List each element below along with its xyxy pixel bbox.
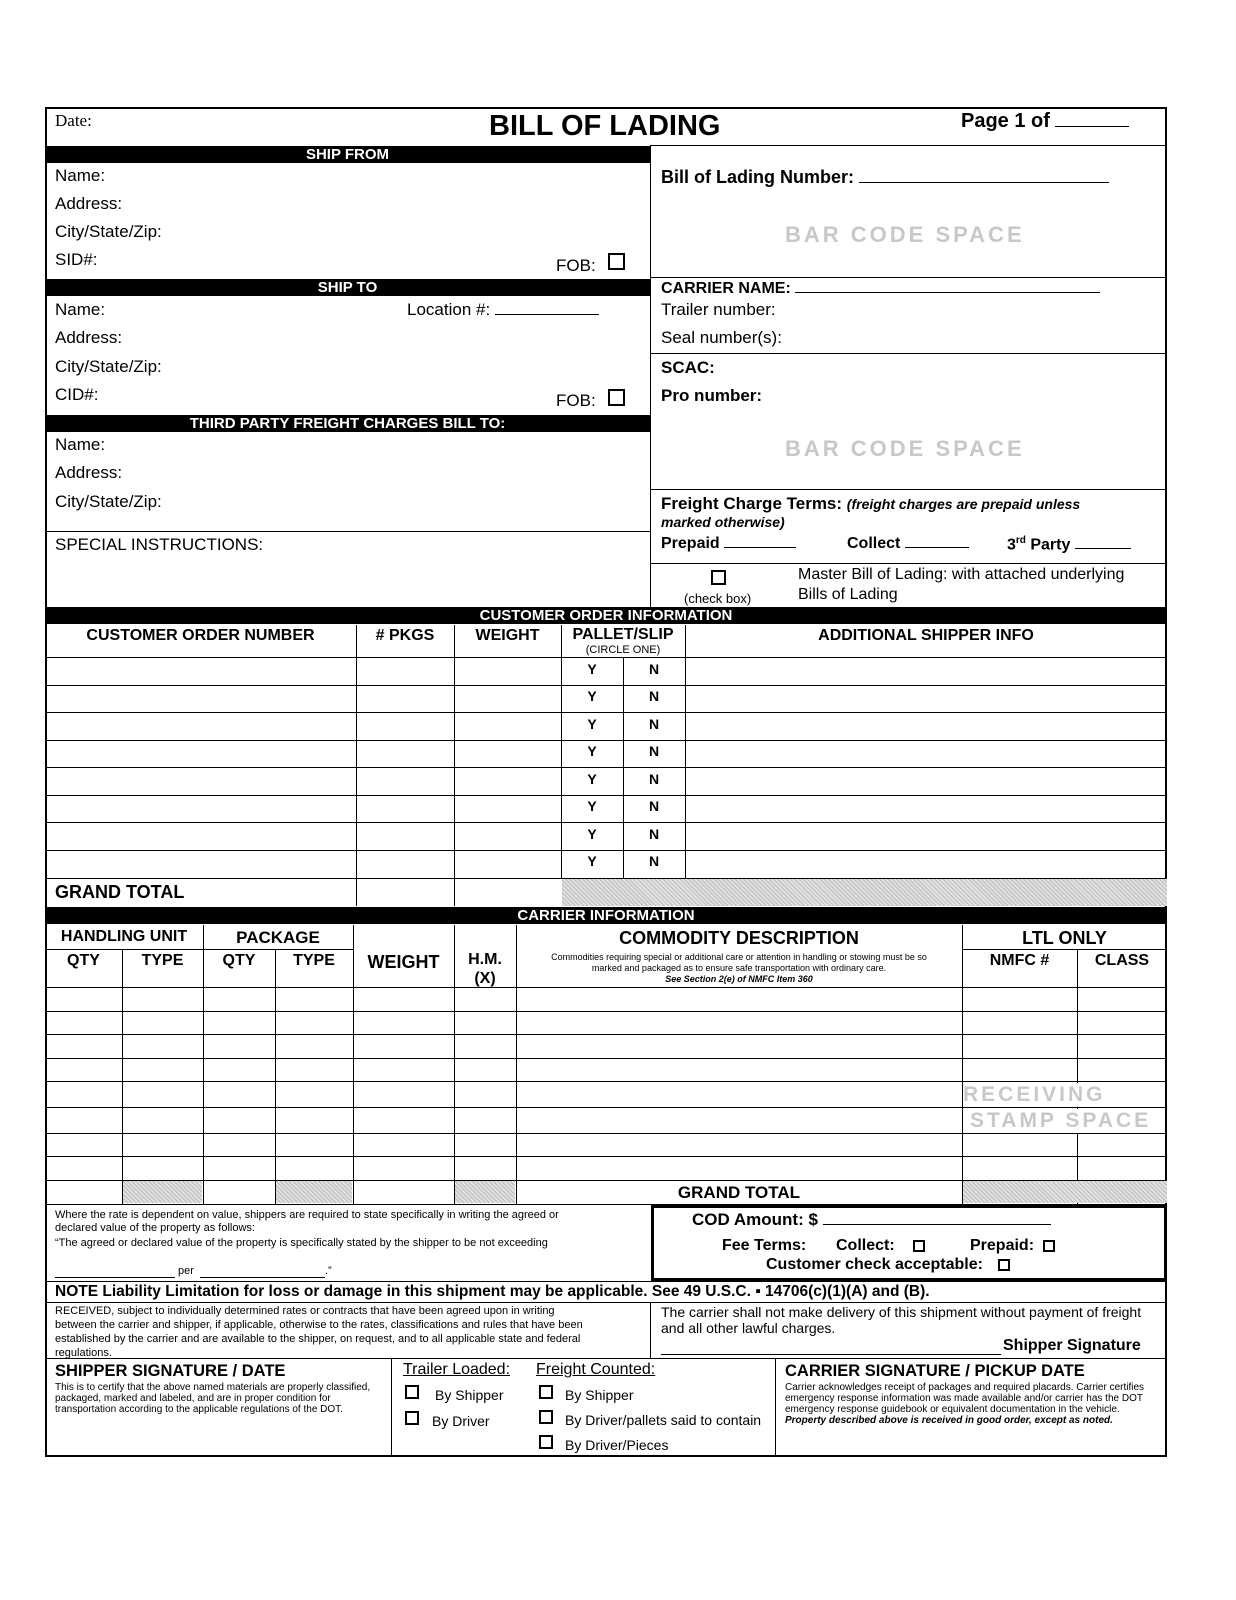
divider [356, 625, 357, 906]
ship-to-city-label: City/State/Zip: [55, 357, 162, 376]
carrier-name-label: CARRIER NAME: [661, 280, 1100, 298]
divider [391, 1358, 392, 1457]
received-text-4: regulations. [55, 1347, 112, 1359]
col-commodity: COMMODITY DESCRIPTION [619, 928, 859, 948]
barcode-space-top: BAR CODE SPACE [785, 222, 1025, 247]
special-instructions-label: SPECIAL INSTRUCTIONS: [55, 535, 264, 554]
divider [45, 1058, 1167, 1059]
divider [45, 850, 1167, 851]
ship-from-fob-label: FOB: [556, 256, 596, 275]
value-amount-line[interactable] [55, 1277, 175, 1278]
divider [45, 1034, 1167, 1035]
cod-collect-checkbox[interactable] [913, 1240, 925, 1252]
check-box-label: (check box) [684, 591, 752, 606]
pallet-no[interactable]: N [648, 853, 660, 869]
liability-note: NOTE Liability Limitation for loss or damage in this shipment may be applicable. See 49 U.S.C. ▪ 14706(c)(1)(A) and (B). [55, 1283, 930, 1300]
pallet-yes[interactable]: Y [587, 661, 597, 677]
divider [353, 925, 354, 1204]
pallet-no[interactable]: N [648, 688, 660, 704]
fc-by-driver-pallets-checkbox[interactable] [539, 1410, 553, 1424]
document-title: BILL OF LADING [489, 110, 721, 142]
divider [45, 712, 1167, 713]
freight-counted-label: Freight Counted: [536, 1361, 656, 1378]
col-nmfc: NMFC # [989, 952, 1050, 969]
divider [45, 795, 1167, 796]
carrier-ack-3: emergency response guidebook or equivalent documentation in the vehicle. [785, 1404, 1120, 1415]
carrier-delivery-text-1: The carrier shall not make delivery of this shipment without payment of freight [661, 1304, 1142, 1320]
divider [45, 1133, 1167, 1134]
divider [650, 1302, 651, 1358]
shipper-signature-label: Shipper Signature [1003, 1337, 1141, 1354]
ship-to-location-label: Location #: [407, 300, 599, 320]
divider [516, 925, 517, 1204]
commodity-note-1: Commodities requiring special or additional care or attention in handling or stowing must be so [551, 952, 927, 962]
collect-label: Collect [847, 535, 969, 553]
customer-check-label: Customer check acceptable: [766, 1256, 983, 1273]
col-class: CLASS [1094, 952, 1150, 969]
by-shipper-checkbox[interactable] [405, 1385, 419, 1399]
shipper-cert-3: transportation according to the applicable regulations of the DOT. [55, 1404, 343, 1415]
divider [45, 1011, 1167, 1012]
col-circle-one: (CIRCLE ONE) [585, 644, 661, 656]
divider [45, 987, 1167, 988]
ship-to-cid-label: CID#: [55, 385, 99, 404]
value-text-2: declared value of the property as follows: [55, 1222, 255, 1234]
divider [45, 740, 1167, 741]
col-carrier-weight: WEIGHT [367, 952, 440, 972]
ship-to-fob-checkbox[interactable] [608, 389, 625, 406]
divider [454, 625, 455, 906]
col-hu-qty: QTY [67, 952, 100, 969]
date-field[interactable] [125, 118, 425, 140]
receiving-stamp-1: RECEIVING [963, 1083, 1106, 1106]
ship-to-name-label: Name: [55, 300, 106, 319]
divider [685, 625, 686, 878]
value-text-1: Where the rate is dependent on value, shippers are required to state specifically in writing the agreed or [55, 1209, 559, 1221]
received-text-1: RECEIVED, subject to individually determined rates or contracts that have been agreed upon in writing [55, 1305, 555, 1317]
third-party-name-label: Name: [55, 435, 106, 454]
fc-by-driver-pieces-checkbox[interactable] [539, 1435, 553, 1449]
col-hu-type: TYPE [141, 952, 184, 969]
carrier-ack-2: emergency response information was made available and/or carrier has the DOT [785, 1393, 1143, 1404]
fee-terms-label: Fee Terms: [722, 1237, 807, 1254]
divider [775, 1358, 776, 1457]
master-bol-checkbox[interactable] [711, 570, 726, 585]
col-pallet-slip: PALLET/SLIP [572, 626, 674, 643]
divider [45, 1081, 1167, 1082]
fc-by-shipper-checkbox[interactable] [539, 1385, 553, 1399]
cod-prepaid-checkbox[interactable] [1043, 1240, 1055, 1252]
col-customer-order-number: CUSTOMER ORDER NUMBER [86, 627, 315, 644]
divider [45, 1302, 1167, 1303]
shipper-cert-2: packaged, marked and labeled, and are in proper condition for [55, 1393, 331, 1404]
divider [650, 145, 1167, 146]
shaded-cell [963, 1181, 1167, 1203]
ship-to-bar: SHIP TO [45, 279, 650, 296]
divider [454, 925, 455, 1204]
pallet-yes[interactable]: Y [587, 798, 597, 814]
divider [45, 949, 353, 950]
shaded-cell [123, 1181, 202, 1203]
received-text-3: established by the carrier and are available to the shipper, on request, and to all applicable state and federal [55, 1333, 581, 1345]
divider [45, 822, 1167, 823]
by-driver-label: By Driver [432, 1413, 490, 1429]
pallet-no[interactable]: N [648, 826, 660, 842]
ship-from-fob-checkbox[interactable] [608, 253, 625, 270]
fc-by-driver-pieces-label: By Driver/Pieces [565, 1437, 669, 1453]
ship-to-address-label: Address: [55, 328, 123, 347]
pallet-yes[interactable]: Y [587, 771, 597, 787]
carrier-ack-4: Property described above is received in good order, except as noted. [785, 1415, 1113, 1426]
third-party-bar: THIRD PARTY FREIGHT CHARGES BILL TO: [45, 415, 650, 432]
carrier-grand-total-label: GRAND TOTAL [677, 1183, 801, 1202]
master-bol-label: Master Bill of Lading: with attached underlying [798, 566, 1125, 583]
value-per-label: per [178, 1265, 194, 1277]
col-hm-x: (X) [474, 970, 496, 987]
value-end: .” [325, 1265, 332, 1277]
master-bol-label-2: Bills of Lading [798, 586, 898, 603]
divider [45, 1156, 1167, 1157]
shipper-signature-line[interactable] [661, 1354, 1001, 1355]
divider [962, 949, 1167, 950]
page-label: Page 1 of [961, 110, 1129, 133]
col-pkg-type: TYPE [293, 952, 335, 969]
cod-amount-label: COD Amount: $ [692, 1210, 1051, 1230]
pallet-no[interactable]: N [648, 716, 660, 732]
divider [45, 685, 1167, 686]
customer-order-bar: CUSTOMER ORDER INFORMATION [45, 607, 1167, 624]
third-party-city-label: City/State/Zip: [55, 492, 162, 511]
divider [650, 145, 651, 607]
seal-number-label: Seal number(s): [661, 328, 782, 347]
col-ltl-only: LTL ONLY [1022, 928, 1107, 948]
col-weight: WEIGHT [475, 627, 540, 644]
col-handling-unit: HANDLING UNIT [60, 928, 188, 945]
divider [45, 1358, 1167, 1359]
value-per-line[interactable] [200, 1277, 325, 1278]
freight-terms-title: Freight Charge Terms: (freight charges are prepaid unless [661, 494, 1081, 513]
divider [650, 489, 1167, 490]
divider [45, 1281, 1167, 1282]
divider [45, 531, 650, 532]
shaded-cell [455, 1181, 515, 1203]
pallet-yes[interactable]: Y [587, 688, 597, 704]
divider [962, 925, 963, 1204]
col-pkgs: # PKGS [375, 627, 435, 644]
third-party-address-label: Address: [55, 463, 123, 482]
carrier-ack-1: Carrier acknowledges receipt of packages and required placards. Carrier certifies [785, 1382, 1145, 1393]
ship-from-name-label: Name: [55, 166, 106, 185]
carrier-delivery-text-2: and all other lawful charges. [661, 1320, 836, 1336]
value-text-3: “The agreed or declared value of the property is specifically stated by the shipper to be not exceeding [55, 1237, 548, 1249]
by-driver-checkbox[interactable] [405, 1411, 419, 1425]
fc-by-shipper-label: By Shipper [565, 1387, 634, 1403]
divider [45, 767, 1167, 768]
col-additional-info: ADDITIONAL SHIPPER INFO [818, 627, 1034, 644]
divider [45, 1107, 1167, 1108]
pallet-yes[interactable]: Y [587, 853, 597, 869]
scac-label: SCAC: [661, 358, 715, 377]
ship-from-city-label: City/State/Zip: [55, 222, 162, 241]
received-text-2: between the carrier and shipper, if applicable, otherwise to the rates, classifications and rules that have been [55, 1319, 583, 1331]
col-package: PACKAGE [236, 928, 320, 947]
commodity-note-2: marked and packaged as to ensure safe transportation with ordinary care. [591, 963, 887, 973]
col-hm: H.M. [468, 951, 502, 968]
prepaid-label: Prepaid [661, 535, 796, 553]
divider [561, 625, 562, 878]
shipper-signature-date-label: SHIPPER SIGNATURE / DATE [55, 1362, 286, 1380]
divider [650, 563, 1167, 564]
pallet-no[interactable]: N [648, 743, 660, 759]
bol-number-label: Bill of Lading Number: [661, 167, 1109, 188]
carrier-signature-date-label: CARRIER SIGNATURE / PICKUP DATE [785, 1362, 1085, 1380]
third-party-terms-label: 3rd Party [1007, 535, 1131, 554]
cod-collect-label: Collect: [836, 1237, 895, 1254]
receiving-stamp-2: STAMP SPACE [970, 1109, 1152, 1132]
cod-prepaid-label: Prepaid: [970, 1237, 1035, 1254]
ship-from-address-label: Address: [55, 194, 123, 213]
shaded-cell [276, 1181, 352, 1203]
trailer-number-label: Trailer number: [661, 300, 776, 319]
ship-from-bar: SHIP FROM [45, 146, 650, 163]
fc-by-driver-pallets-label: By Driver/pallets said to contain [565, 1412, 762, 1428]
carrier-info-bar: CARRIER INFORMATION [45, 907, 1167, 924]
by-shipper-label: By Shipper [435, 1387, 504, 1403]
ship-from-sid-label: SID#: [55, 250, 98, 269]
col-pkg-qty: QTY [222, 952, 256, 969]
pallet-no[interactable]: N [648, 798, 660, 814]
pallet-yes[interactable]: Y [587, 743, 597, 759]
date-label: Date: [55, 111, 92, 130]
shipper-cert-1: This is to certify that the above named materials are properly classified, [55, 1382, 371, 1393]
barcode-space-bottom: BAR CODE SPACE [785, 436, 1025, 461]
ship-to-fob-label: FOB: [556, 391, 596, 410]
pro-number-label: Pro number: [661, 386, 763, 405]
pallet-yes[interactable]: Y [587, 716, 597, 732]
trailer-loaded-label: Trailer Loaded: [403, 1361, 511, 1378]
pallet-yes[interactable]: Y [587, 826, 597, 842]
grand-total-shaded [562, 879, 1167, 906]
customer-grand-total-label: GRAND TOTAL [55, 882, 185, 902]
commodity-note-3: See Section 2(e) of NMFC Item 360 [665, 974, 813, 984]
pallet-no[interactable]: N [648, 661, 660, 677]
divider [650, 277, 1167, 278]
divider [203, 925, 204, 1204]
customer-check-checkbox[interactable] [998, 1259, 1010, 1271]
divider [650, 353, 1167, 354]
freight-terms-note: marked otherwise) [661, 514, 785, 530]
divider [45, 657, 1167, 658]
pallet-no[interactable]: N [648, 771, 660, 787]
